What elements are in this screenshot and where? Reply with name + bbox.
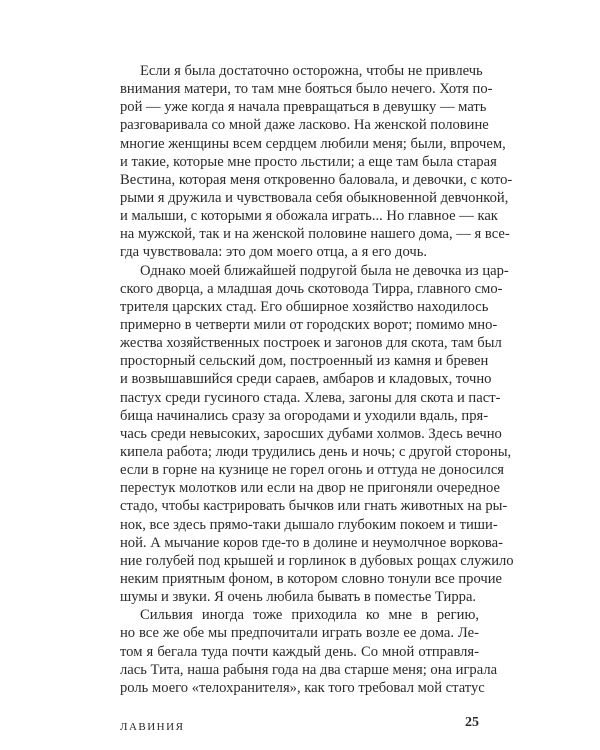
running-title: ЛАВИНИЯ [120,721,185,733]
text-line: рой — уже когда я начала превращаться в девушку — мать [120,99,487,116]
text-line: ние голубей под крышей и горлинок в дубовых рощах служило [120,552,514,569]
text-line: и такие, которые мне просто льстили; а еще там была старая [120,153,497,170]
text-line: Если я была достаточно осторожна, чтобы не привлечь [140,63,483,79]
text-line: кипела работа; люди трудились день и ночь; с другой стороны, [120,443,512,460]
text-line: рыми я дружила и чувствовала себя обыкновенной девчонкой, [120,189,509,206]
text-line: лась Тита, наша рабыня года на два старше меня; она играла [120,661,498,678]
page-number: 25 [465,715,479,730]
text-line: разговаривала со мной даже ласково. На женской половине [120,117,489,134]
text-line: Вестина, которая меня откровенно баловала, и девочки, с кото- [120,171,513,188]
text-line: трителя царских стад. Его обширное хозяйство находилось [120,298,489,315]
text-line: нок, все здесь прямо-таки дышало глубоким покоем и тиши- [120,516,498,533]
text-line: чась среди невысоких, заросших дубами холмов. Здесь вечно [120,425,502,442]
text-line: пастух среди гусиного стада. Хлева, загоны для скота и паст- [120,389,501,406]
paragraph [120,262,514,607]
text-line: Сильвия иногда тоже приходила ко мне в регию, [140,607,479,624]
text-line: примерно в четверти мили от городских ворот; помимо мно- [120,316,498,333]
text-line: шумы и звуки. Я очень любила бывать в поместье Тирра. [120,589,477,606]
text-line: внимания матери, то там мне бояться было нечего. Хотя по- [120,81,493,98]
text-line: если в горне на кузнице не горел огонь и оттуда не доносился [120,462,505,479]
text-line: но все же обе мы предпочитали играть возле ее дома. Ле- [120,625,479,642]
text-line: стадо, чтобы кастрировать бычков или гнать животных на ры- [120,498,508,515]
text-line: бища начинались сразу за огородами и уходили вдаль, пря- [120,407,489,424]
text-line: гда чувствовала: это дом моего отца, а я его дочь. [120,244,428,261]
page-footer [120,717,479,735]
body-text [120,62,514,697]
text-line: роль моего «телохранителя», как того требовал мой статус [120,679,485,696]
text-line: на мужской, так и на женской половине нашего дома, — я все- [120,226,510,243]
text-line: и возвышавшийся среди сараев, амбаров и кладовых, точно [120,371,492,388]
text-line: многие женщины всем сердцем любили меня; были, впрочем, [120,135,506,152]
text-line: жества хозяйственных построек и загонов для скота, там был [120,335,502,352]
text-line: просторный сельский дом, построенный из камня и бревен [120,353,489,370]
text-line: ского дворца, а младшая дочь скотовода Тирра, главного смо- [120,280,503,297]
paragraph [120,606,498,697]
text-line: и малыши, с которыми я обожала играть... Но главное — как [120,208,498,225]
text-line: ной. А мычание коров где-то в долине и неумолчное воркова- [120,534,503,551]
text-line: перестук молотков или если на двор не пригоняли очередное [120,480,500,497]
text-line: том я бегала туда почти каждый день. Со мной отправля- [120,643,479,660]
paragraph [120,62,513,262]
text-line: Однако моей ближайшей подругой была не девочка из цар- [140,262,509,279]
text-line: неким приятным фоном, в котором словно тонули все прочие [120,570,502,587]
